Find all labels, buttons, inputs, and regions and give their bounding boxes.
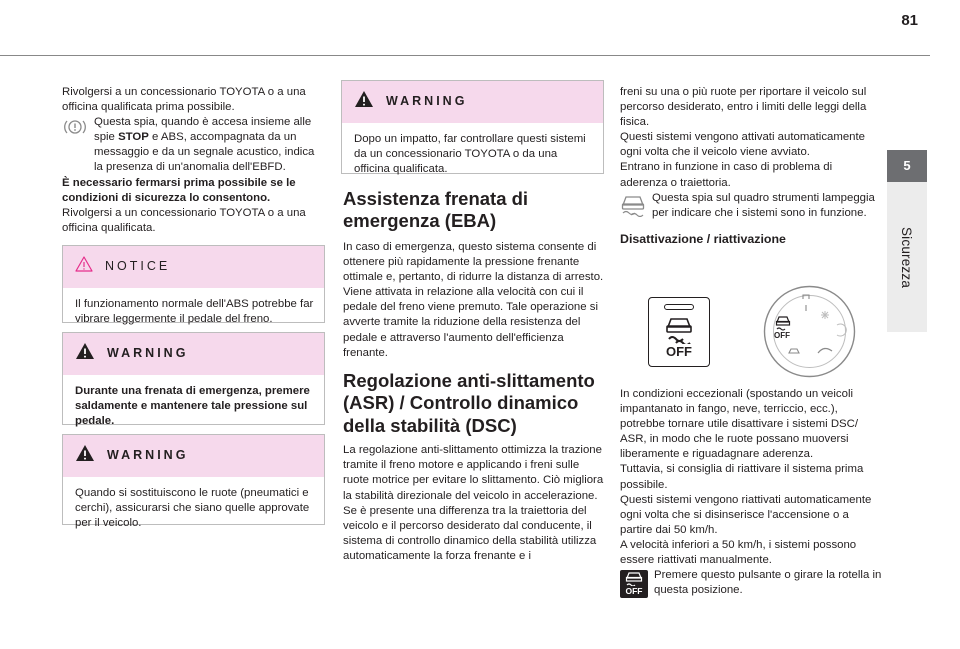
skid-car-icon	[663, 316, 695, 344]
warning-triangle-icon	[75, 342, 95, 365]
brake-warning-icon	[62, 118, 88, 175]
paragraph: In condizioni eccezionali (spostando un veicoli impantanato in fango, neve, terriccio, ecc.), potrebbe tornare utile disattivare i sistemi DSC/ ASR, in modo che le ruote possano muoversi liberamente e riguadagnare aderenza.	[620, 388, 859, 461]
paragraph: Questi sistemi vengono attivati automaticamente ogni volta che il veicolo viene avviato.	[620, 131, 866, 159]
section-title-asr: Regolazione anti-slittamento (ASR) / Controllo dinamico della stabilità (DSC)	[343, 369, 595, 436]
paragraph: Questi sistemi vengono riattivati automaticamente ogni volta che si disinserisce l'accensione o a partire dai 50 km/h.	[620, 493, 872, 536]
paragraph: freni su una o più ruote per riportare il veicolo sul percorso desiderato, entro i limiti delle leggi della fisica.	[620, 86, 867, 129]
warning-box	[62, 332, 325, 428]
paragraph: Questa spia sul quadro strumenti lampeggia per indicare che i sistemi sono in funzione.	[652, 191, 875, 219]
dsc-off-button[interactable]	[648, 297, 710, 367]
warning-header	[63, 435, 324, 477]
dsc-off-line	[620, 568, 882, 598]
text: e ABS, accompagnata da un messaggio e da un segnale acustico, indica la presenza di un'anomalia dell'EBFD.	[94, 131, 315, 174]
skid-indicator-line	[620, 191, 882, 222]
skid-car-icon	[620, 193, 646, 222]
notice-title: NOTICE	[105, 259, 171, 274]
paragraph: Rivolgersi a un concessionario TOYOTA o a una officina qualificata.	[62, 206, 306, 234]
brake-warning-line	[62, 115, 324, 175]
paragraph-bold: È necessario fermarsi prima possibile se le condizioni di sicurezza lo consentono.	[62, 176, 296, 204]
chapter-label	[887, 182, 927, 332]
page-number: 81	[901, 12, 918, 29]
warning-title: WARNING	[386, 94, 468, 109]
warning-title: WARNING	[107, 448, 189, 463]
paragraph: Premere questo pulsante o girare la rotella in questa posizione.	[654, 569, 882, 597]
dsc-off-icon-label: OFF	[625, 586, 643, 597]
warning-header	[63, 333, 324, 375]
warning-title: WARNING	[107, 346, 189, 361]
subsection-title: Disattivazione / riattivazione	[620, 231, 786, 246]
button-label: OFF	[666, 344, 692, 359]
header-rule	[0, 55, 930, 56]
column-3-lower	[620, 387, 882, 598]
paragraph: Se è presente una differenza tra la traiettoria del veicolo e il percorso desiderato dal conducente, il sistema di controllo dinamico della stabilità utilizza automaticamente la forza frenante e i	[343, 504, 597, 562]
warning-body: Quando si sostituiscono le ruote (pneumatici e cerchi), assicurarsi che siano quelle approvate per il veicolo.	[75, 487, 310, 530]
paragraph: Rivolgersi a un concessionario TOYOTA o a una officina qualificata prima possibile.	[62, 86, 306, 114]
chapter-label-text: Sicurezza	[899, 226, 915, 288]
notice-body: Il funzionamento normale dell'ABS potrebbe far vibrare leggermente il pedale del freno.	[75, 298, 314, 326]
paragraph: Tuttavia, si consiglia di riattivare il sistema prima possibile.	[620, 463, 864, 491]
notice-header	[63, 246, 324, 288]
notice-triangle-icon	[75, 256, 93, 277]
text: Questa spia, quando è accesa insieme alle spie	[94, 116, 312, 144]
paragraph: In caso di emergenza, questo sistema consente di ottenere più rapidamente la pressione frenante ottimale e, pertanto, di ridurre la distanza di arresto.	[343, 241, 604, 284]
column-3	[620, 85, 882, 247]
paragraph: Viene attivata in relazione alla velocità con cui il pedale del freno viene premuto. Tale operazione si avverte tramite la riduzione della resistenza del pedale e attraverso l'aumento dell'efficienza frenante.	[343, 286, 598, 359]
warning-triangle-icon	[354, 90, 374, 113]
drive-mode-dial[interactable]	[763, 285, 856, 378]
warning-body: Dopo un impatto, far controllare questi sistemi da un concessionario TOYOTA o da una officina qualificata.	[354, 133, 586, 176]
warning-box	[62, 434, 325, 530]
paragraph: La regolazione anti-slittamento ottimizza la trazione tramite il freno motore e applicando i freni sulle ruote motrice per evitare lo slittamento. Ciò migliora la stabilità direzionale del veicolo in accelerazione.	[343, 444, 604, 502]
warning-triangle-icon	[75, 444, 95, 467]
paragraph: A velocità inferiori a 50 km/h, i sistemi possono essere riattivati manualmente.	[620, 538, 857, 567]
column-2	[343, 188, 605, 564]
notice-box	[62, 245, 325, 326]
paragraph: Entrano in funzione in caso di problema di aderenza o traiettoria.	[620, 161, 833, 189]
warning-body: Durante una frenata di emergenza, premere saldamente e mantenere tale pressione sul pedale.	[75, 385, 310, 428]
warning-header	[342, 81, 603, 123]
chapter-tab[interactable]: 5	[887, 150, 927, 182]
dsc-off-icon	[620, 570, 648, 598]
stop-label: STOP	[118, 131, 149, 144]
section-title-eba: Assistenza frenata di emergenza (EBA)	[343, 188, 529, 231]
column-1	[62, 85, 324, 236]
warning-box	[341, 80, 604, 174]
button-led	[664, 304, 694, 310]
dial-off-label: OFF	[774, 331, 790, 340]
